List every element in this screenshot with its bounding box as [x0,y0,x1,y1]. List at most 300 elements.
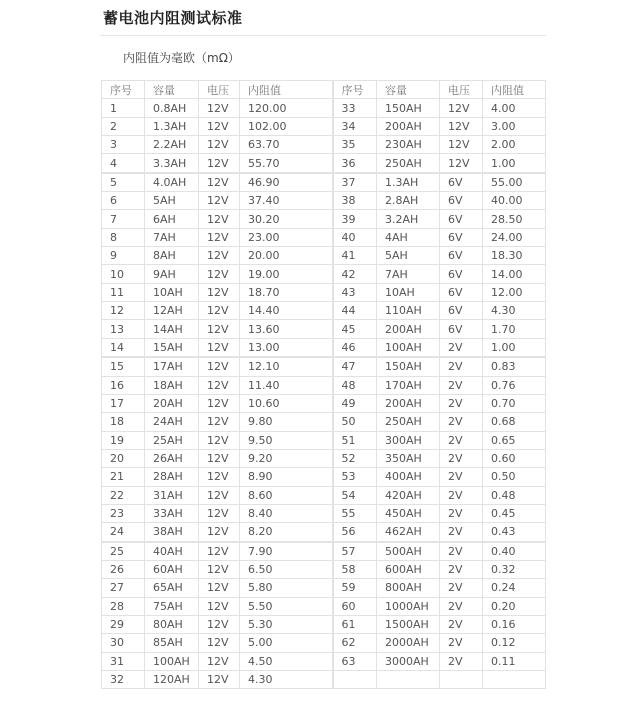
cell-capacity: 600AH [377,560,440,578]
resistance-table [101,80,546,689]
cell-capacity: 1500AH [377,615,440,633]
cell-resistance: 55.70 [240,154,333,173]
cell-resistance: 14.00 [483,265,546,283]
cell-index: 8 [102,228,145,246]
cell-capacity: 3000AH [377,652,440,670]
cell-capacity: 200AH [377,320,440,338]
cell-voltage: 12V [199,560,240,578]
cell-voltage: 2V [440,615,483,633]
cell-capacity: 2.8AH [377,192,440,210]
cell-voltage: 2V [440,449,483,467]
cell-index: 27 [102,579,145,597]
cell-index: 54 [333,486,377,504]
table-body [102,99,546,689]
table-row [102,542,546,561]
cell-index: 48 [333,376,377,394]
cell-capacity: 3.2AH [377,210,440,228]
cell-index: 61 [333,615,377,633]
cell-resistance: 55.00 [483,173,546,192]
cell-capacity: 1.3AH [145,117,199,135]
table-row [102,320,546,338]
table-row [102,468,546,486]
cell-index: 35 [333,136,377,154]
cell-capacity: 100AH [145,652,199,670]
cell-index: 19 [102,431,145,449]
cell-index: 56 [333,523,377,542]
cell-capacity: 17AH [145,357,199,376]
cell-voltage: 12V [199,283,240,301]
table-row [102,357,546,376]
cell-resistance: 6.50 [240,560,333,578]
cell-voltage: 2V [440,394,483,412]
cell-capacity: 7AH [145,228,199,246]
cell-voltage: 2V [440,560,483,578]
table-row [102,431,546,449]
cell-voltage: 2V [440,431,483,449]
cell-resistance: 0.60 [483,449,546,467]
table-row [102,117,546,135]
cell-capacity: 31AH [145,486,199,504]
cell-resistance: 5.80 [240,579,333,597]
cell-capacity: 100AH [377,338,440,357]
cell-capacity: 85AH [145,634,199,652]
cell-voltage: 12V [199,338,240,357]
cell-voltage: 12V [199,615,240,633]
cell-capacity: 8AH [145,247,199,265]
cell-capacity: 24AH [145,413,199,431]
cell-voltage: 2V [440,357,483,376]
cell-resistance: 8.40 [240,504,333,522]
cell-capacity: 4.0AH [145,173,199,192]
cell-capacity: 80AH [145,615,199,633]
cell-resistance: 5.30 [240,615,333,633]
cell-capacity: 350AH [377,449,440,467]
cell-capacity: 0.8AH [145,99,199,117]
cell-index: 17 [102,394,145,412]
cell-voltage: 12V [199,597,240,615]
cell-capacity: 15AH [145,338,199,357]
cell-capacity: 5AH [377,247,440,265]
cell-resistance: 12.00 [483,283,546,301]
cell-index: 24 [102,523,145,542]
cell-resistance: 7.90 [240,542,333,561]
cell-index: 58 [333,560,377,578]
cell-index: 33 [333,99,377,117]
unit-note: 内阻值为毫欧（mΩ） [123,51,240,65]
cell-resistance: 18.70 [240,283,333,301]
table-row [102,413,546,431]
cell-index: 44 [333,302,377,320]
cell-capacity: 462AH [377,523,440,542]
cell-index: 28 [102,597,145,615]
cell-capacity: 150AH [377,357,440,376]
cell-capacity [377,671,440,689]
cell-capacity: 10AH [145,283,199,301]
cell-resistance: 5.50 [240,597,333,615]
cell-capacity: 300AH [377,431,440,449]
cell-voltage: 12V [440,136,483,154]
cell-capacity: 4AH [377,228,440,246]
cell-index: 41 [333,247,377,265]
cell-voltage: 2V [440,523,483,542]
table-row [102,283,546,301]
cell-index: 7 [102,210,145,228]
cell-voltage: 2V [440,504,483,522]
table-header-row [102,81,546,99]
cell-voltage: 2V [440,634,483,652]
cell-capacity: 6AH [145,210,199,228]
table-row [102,265,546,283]
cell-resistance: 102.00 [240,117,333,135]
cell-index: 47 [333,357,377,376]
cell-capacity: 1.3AH [377,173,440,192]
cell-capacity: 5AH [145,192,199,210]
cell-index: 51 [333,431,377,449]
cell-voltage: 6V [440,320,483,338]
cell-capacity: 10AH [377,283,440,301]
header-index: 序号 [333,81,377,99]
cell-resistance: 12.10 [240,357,333,376]
cell-resistance: 20.00 [240,247,333,265]
cell-index: 52 [333,449,377,467]
cell-capacity: 9AH [145,265,199,283]
cell-voltage: 6V [440,302,483,320]
cell-resistance: 0.50 [483,468,546,486]
cell-voltage: 12V [440,99,483,117]
cell-resistance: 0.45 [483,504,546,522]
cell-voltage: 12V [199,302,240,320]
cell-capacity: 26AH [145,449,199,467]
cell-index: 38 [333,192,377,210]
cell-voltage: 6V [440,210,483,228]
cell-index: 42 [333,265,377,283]
cell-index: 34 [333,117,377,135]
table-row [102,302,546,320]
cell-resistance: 46.90 [240,173,333,192]
cell-voltage: 12V [199,486,240,504]
cell-resistance: 19.00 [240,265,333,283]
header-voltage: 电压 [440,81,483,99]
cell-capacity: 75AH [145,597,199,615]
cell-capacity: 25AH [145,431,199,449]
cell-index: 20 [102,449,145,467]
cell-capacity: 33AH [145,504,199,522]
cell-index: 5 [102,173,145,192]
cell-index: 9 [102,247,145,265]
cell-voltage: 12V [199,671,240,689]
cell-capacity: 170AH [377,376,440,394]
cell-resistance: 5.00 [240,634,333,652]
cell-index: 25 [102,542,145,561]
cell-capacity: 500AH [377,542,440,561]
cell-capacity: 40AH [145,542,199,561]
cell-voltage: 12V [199,99,240,117]
cell-capacity: 65AH [145,579,199,597]
cell-index: 62 [333,634,377,652]
cell-voltage: 12V [199,542,240,561]
cell-capacity: 800AH [377,579,440,597]
cell-resistance: 4.30 [483,302,546,320]
header-voltage: 电压 [199,81,240,99]
cell-capacity: 7AH [377,265,440,283]
cell-index: 39 [333,210,377,228]
cell-resistance: 4.00 [483,99,546,117]
cell-voltage: 12V [199,394,240,412]
cell-voltage: 12V [199,320,240,338]
cell-index: 59 [333,579,377,597]
cell-resistance: 4.30 [240,671,333,689]
cell-voltage: 6V [440,228,483,246]
header-resistance: 内阻值 [483,81,546,99]
cell-capacity: 14AH [145,320,199,338]
cell-resistance: 9.20 [240,449,333,467]
cell-voltage: 2V [440,468,483,486]
cell-voltage: 12V [199,431,240,449]
cell-voltage: 12V [199,523,240,542]
cell-resistance: 0.83 [483,357,546,376]
cell-voltage: 2V [440,376,483,394]
cell-resistance: 8.60 [240,486,333,504]
header-capacity: 容量 [377,81,440,99]
cell-capacity: 250AH [377,154,440,173]
cell-resistance: 14.40 [240,302,333,320]
cell-index: 30 [102,634,145,652]
cell-resistance: 3.00 [483,117,546,135]
table-row [102,652,546,670]
cell-voltage: 12V [199,357,240,376]
cell-resistance: 0.48 [483,486,546,504]
cell-voltage: 12V [199,413,240,431]
cell-capacity: 120AH [145,671,199,689]
cell-voltage: 12V [199,247,240,265]
cell-resistance: 63.70 [240,136,333,154]
cell-capacity: 420AH [377,486,440,504]
cell-voltage: 2V [440,652,483,670]
table-row [102,634,546,652]
cell-index: 13 [102,320,145,338]
cell-voltage: 2V [440,597,483,615]
table-row [102,597,546,615]
cell-resistance: 18.30 [483,247,546,265]
cell-voltage: 6V [440,173,483,192]
cell-resistance: 11.40 [240,376,333,394]
cell-index: 26 [102,560,145,578]
table-row [102,338,546,357]
cell-voltage: 12V [199,117,240,135]
cell-index: 4 [102,154,145,173]
cell-voltage: 12V [199,265,240,283]
table-row [102,192,546,210]
cell-resistance: 0.32 [483,560,546,578]
cell-index: 6 [102,192,145,210]
cell-resistance: 30.20 [240,210,333,228]
cell-index: 2 [102,117,145,135]
cell-capacity: 28AH [145,468,199,486]
table-row [102,247,546,265]
cell-resistance: 120.00 [240,99,333,117]
cell-capacity: 2000AH [377,634,440,652]
cell-index: 31 [102,652,145,670]
table-row [102,671,546,689]
cell-index: 10 [102,265,145,283]
cell-capacity: 230AH [377,136,440,154]
cell-index: 60 [333,597,377,615]
cell-voltage: 6V [440,247,483,265]
header-resistance: 内阻值 [240,81,333,99]
table-row [102,376,546,394]
cell-capacity: 150AH [377,99,440,117]
cell-resistance: 0.24 [483,579,546,597]
cell-voltage: 2V [440,338,483,357]
table-row [102,579,546,597]
cell-capacity: 3.3AH [145,154,199,173]
cell-voltage: 12V [199,634,240,652]
cell-index: 40 [333,228,377,246]
cell-resistance: 0.43 [483,523,546,542]
header-index: 序号 [102,81,145,99]
table-row [102,99,546,117]
cell-resistance: 0.11 [483,652,546,670]
table-row [102,615,546,633]
cell-index: 45 [333,320,377,338]
cell-voltage: 6V [440,192,483,210]
table-row [102,173,546,192]
cell-resistance: 13.00 [240,338,333,357]
cell-capacity: 200AH [377,117,440,135]
cell-voltage: 2V [440,486,483,504]
table-row [102,486,546,504]
cell-voltage [440,671,483,689]
cell-index [333,671,377,689]
cell-voltage: 6V [440,265,483,283]
cell-capacity: 250AH [377,413,440,431]
cell-index: 29 [102,615,145,633]
cell-voltage: 12V [199,210,240,228]
cell-index: 55 [333,504,377,522]
table-row [102,504,546,522]
cell-voltage: 12V [199,228,240,246]
cell-resistance: 0.68 [483,413,546,431]
cell-index: 22 [102,486,145,504]
cell-resistance: 0.16 [483,615,546,633]
table-row [102,136,546,154]
cell-voltage: 12V [199,154,240,173]
cell-index: 49 [333,394,377,412]
cell-index: 21 [102,468,145,486]
cell-resistance: 0.40 [483,542,546,561]
cell-voltage: 2V [440,542,483,561]
cell-voltage: 12V [199,136,240,154]
cell-index: 15 [102,357,145,376]
cell-resistance: 10.60 [240,394,333,412]
cell-resistance: 4.50 [240,652,333,670]
cell-capacity: 18AH [145,376,199,394]
cell-capacity: 12AH [145,302,199,320]
cell-index: 1 [102,99,145,117]
cell-resistance: 13.60 [240,320,333,338]
cell-resistance: 28.50 [483,210,546,228]
cell-resistance: 2.00 [483,136,546,154]
cell-resistance: 40.00 [483,192,546,210]
cell-voltage: 12V [199,376,240,394]
cell-resistance: 0.70 [483,394,546,412]
table-row [102,154,546,173]
cell-index: 14 [102,338,145,357]
cell-resistance: 37.40 [240,192,333,210]
cell-voltage: 12V [199,192,240,210]
cell-resistance: 1.00 [483,338,546,357]
cell-index: 53 [333,468,377,486]
cell-capacity: 400AH [377,468,440,486]
table-row [102,210,546,228]
cell-capacity: 38AH [145,523,199,542]
table-row [102,228,546,246]
table-row [102,449,546,467]
cell-index: 50 [333,413,377,431]
cell-resistance: 1.70 [483,320,546,338]
table-row [102,523,546,542]
cell-voltage: 12V [199,449,240,467]
cell-resistance: 9.50 [240,431,333,449]
cell-index: 11 [102,283,145,301]
header-capacity: 容量 [145,81,199,99]
cell-capacity: 1000AH [377,597,440,615]
cell-resistance: 8.90 [240,468,333,486]
cell-index: 37 [333,173,377,192]
cell-index: 16 [102,376,145,394]
cell-resistance [483,671,546,689]
cell-index: 12 [102,302,145,320]
cell-resistance: 0.65 [483,431,546,449]
cell-capacity: 20AH [145,394,199,412]
table-row [102,394,546,412]
cell-capacity: 450AH [377,504,440,522]
page-title: 蓄电池内阻测试标准 [103,9,243,27]
cell-index: 32 [102,671,145,689]
cell-voltage: 12V [199,173,240,192]
cell-voltage: 2V [440,579,483,597]
cell-voltage: 2V [440,413,483,431]
cell-voltage: 12V [199,468,240,486]
cell-resistance: 1.00 [483,154,546,173]
cell-resistance: 0.12 [483,634,546,652]
cell-index: 43 [333,283,377,301]
cell-index: 18 [102,413,145,431]
cell-index: 3 [102,136,145,154]
table-row [102,560,546,578]
title-divider [100,35,546,36]
cell-voltage: 12V [199,579,240,597]
cell-voltage: 12V [440,117,483,135]
cell-voltage: 12V [440,154,483,173]
cell-index: 63 [333,652,377,670]
cell-resistance: 0.76 [483,376,546,394]
cell-resistance: 24.00 [483,228,546,246]
cell-capacity: 110AH [377,302,440,320]
cell-index: 23 [102,504,145,522]
cell-index: 57 [333,542,377,561]
cell-voltage: 12V [199,652,240,670]
cell-resistance: 0.20 [483,597,546,615]
cell-index: 46 [333,338,377,357]
cell-voltage: 6V [440,283,483,301]
cell-voltage: 12V [199,504,240,522]
cell-capacity: 2.2AH [145,136,199,154]
cell-index: 36 [333,154,377,173]
cell-capacity: 200AH [377,394,440,412]
cell-resistance: 23.00 [240,228,333,246]
cell-resistance: 8.20 [240,523,333,542]
